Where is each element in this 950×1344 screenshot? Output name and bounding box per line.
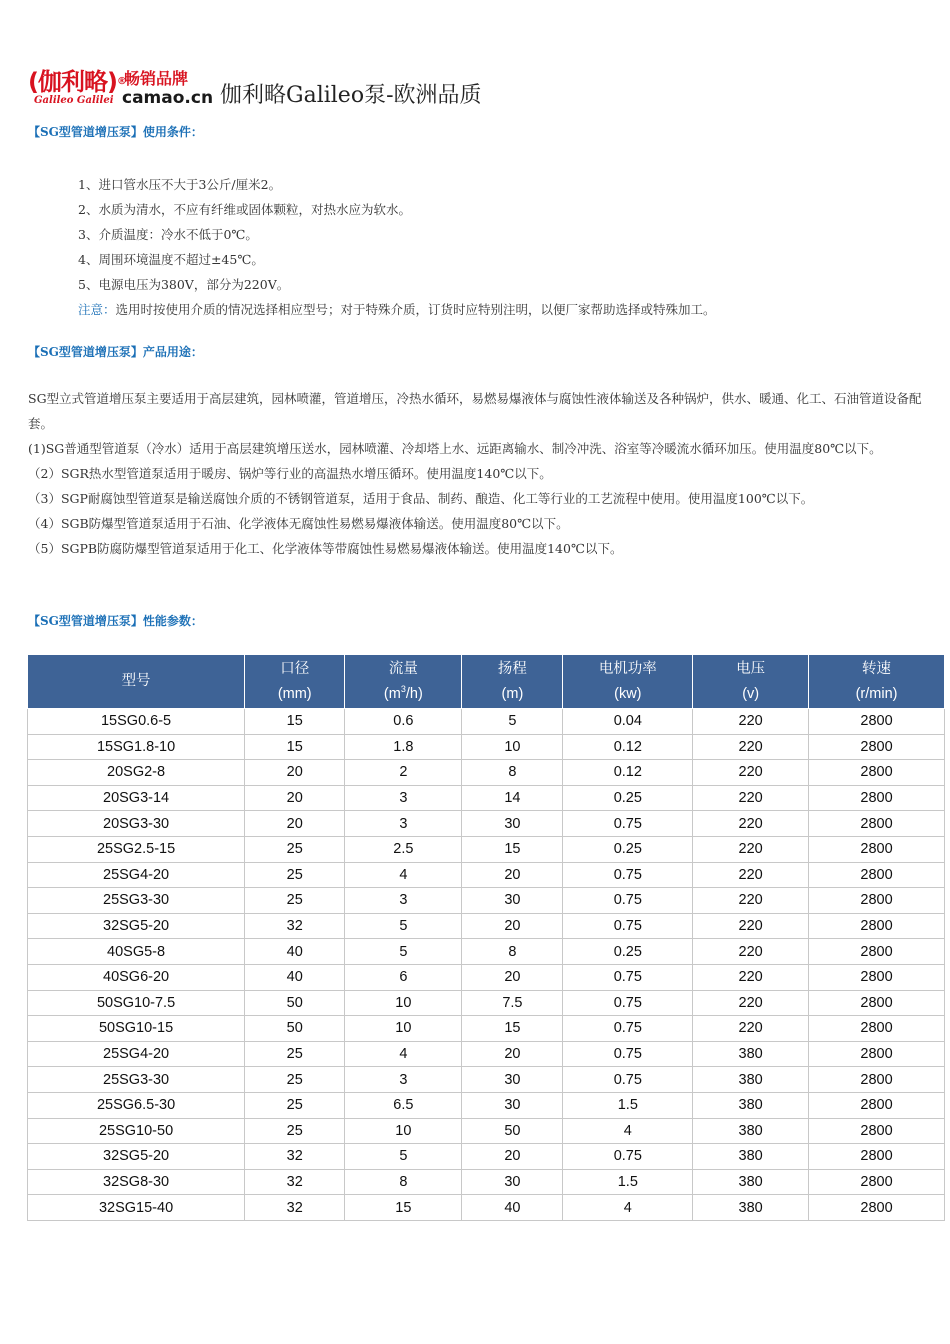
- cell-power: 1.5: [563, 1169, 693, 1195]
- logo-text: (伽利略): [28, 68, 117, 96]
- condition-note: [78, 297, 716, 322]
- cell-flow: 3: [345, 811, 462, 837]
- table-row: [28, 964, 945, 990]
- cell-head: 30: [462, 1169, 563, 1195]
- cell-diameter: 15: [245, 709, 345, 735]
- unit-superscript: 3: [400, 683, 406, 694]
- cell-voltage: 220: [693, 888, 809, 914]
- cell-head: 40: [462, 1195, 563, 1221]
- cell-voltage: 220: [693, 990, 809, 1016]
- conditions-heading: 【SG型管道增压泵】使用条件：: [28, 125, 203, 139]
- unit-part: (m: [383, 685, 401, 702]
- cell-flow: 4: [345, 862, 462, 888]
- cell-flow: 5: [345, 1144, 462, 1170]
- cell-voltage: 380: [693, 1067, 809, 1093]
- usage-body: [28, 386, 938, 561]
- col-label: 型号: [121, 673, 151, 689]
- col-unit: (v): [742, 685, 760, 702]
- cell-speed: 2800: [809, 1118, 945, 1144]
- cell-power: 0.75: [563, 1016, 693, 1042]
- usage-paragraph: （4）SGB防爆型管道泵适用于石油、化学液体无腐蚀性易燃易爆液体输送。使用温度80℃以下。: [28, 516, 569, 531]
- cell-model: 32SG15-40: [28, 1195, 245, 1221]
- cell-diameter: 50: [245, 990, 345, 1016]
- cell-diameter: 25: [245, 1118, 345, 1144]
- cell-model: 50SG10-7.5: [28, 990, 245, 1016]
- cell-speed: 2800: [809, 939, 945, 965]
- cell-diameter: 32: [245, 1144, 345, 1170]
- cell-head: 20: [462, 1144, 563, 1170]
- cell-diameter: 20: [245, 811, 345, 837]
- cell-model: 40SG5-8: [28, 939, 245, 965]
- col-label: 电机功率: [598, 660, 657, 677]
- cell-head: 14: [462, 785, 563, 811]
- cell-flow: 6.5: [345, 1092, 462, 1118]
- unit-part: /h): [405, 685, 423, 702]
- cell-speed: 2800: [809, 709, 945, 735]
- col-unit: (r/min): [855, 685, 898, 702]
- cell-voltage: 380: [693, 1118, 809, 1144]
- condition-item: 4、周围环境温度不超过±45℃。: [78, 252, 264, 267]
- cell-diameter: 15: [245, 734, 345, 760]
- cell-model: 32SG8-30: [28, 1169, 245, 1195]
- table-row: [28, 811, 945, 837]
- cell-head: 20: [462, 862, 563, 888]
- cell-power: 0.75: [563, 990, 693, 1016]
- cell-flow: 15: [345, 1195, 462, 1221]
- col-unit: [383, 683, 423, 702]
- cell-speed: 2800: [809, 913, 945, 939]
- col-unit: (mm): [277, 685, 312, 702]
- cell-head: 8: [462, 939, 563, 965]
- params-heading: 【SG型管道增压泵】性能参数：: [28, 614, 203, 628]
- cell-speed: 2800: [809, 1169, 945, 1195]
- cell-speed: 2800: [809, 964, 945, 990]
- cell-speed: 2800: [809, 888, 945, 914]
- table-row: [28, 1041, 945, 1067]
- cell-voltage: 220: [693, 836, 809, 862]
- condition-item: 1、进口管水压不大于3公斤/厘米2。: [78, 177, 282, 192]
- logo-subtitle: Galileo Galilei: [34, 95, 114, 106]
- cell-diameter: 25: [245, 1041, 345, 1067]
- cell-head: 20: [462, 1041, 563, 1067]
- cell-voltage: 380: [693, 1144, 809, 1170]
- cell-model: 20SG3-30: [28, 811, 245, 837]
- cell-power: 0.75: [563, 1144, 693, 1170]
- cell-power: 0.12: [563, 760, 693, 786]
- condition-item: 3、介质温度：冷水不低于0℃。: [78, 227, 258, 242]
- cell-power: 0.75: [563, 964, 693, 990]
- cell-speed: 2800: [809, 1016, 945, 1042]
- col-header-speed: [809, 655, 945, 709]
- cell-flow: 2.5: [345, 836, 462, 862]
- usage-paragraph: （2）SGR热水型管道泵适用于暖房、锅炉等行业的高温热水增压循环。使用温度140℃以下。: [28, 466, 552, 481]
- col-header-diameter: [245, 655, 345, 709]
- cell-model: 15SG0.6-5: [28, 709, 245, 735]
- table-row: [28, 913, 945, 939]
- cell-power: 4: [563, 1195, 693, 1221]
- cell-flow: 3: [345, 888, 462, 914]
- cell-head: 20: [462, 964, 563, 990]
- cell-speed: 2800: [809, 862, 945, 888]
- cell-power: 1.5: [563, 1092, 693, 1118]
- col-header-head: [462, 655, 563, 709]
- table-row: [28, 836, 945, 862]
- cell-flow: 8: [345, 1169, 462, 1195]
- col-label: 口径: [280, 660, 310, 677]
- note-label: 注意：: [78, 302, 116, 317]
- cell-flow: 3: [345, 1067, 462, 1093]
- cell-head: 8: [462, 760, 563, 786]
- table-row: [28, 760, 945, 786]
- cell-speed: 2800: [809, 1041, 945, 1067]
- cell-model: 25SG2.5-15: [28, 836, 245, 862]
- cell-diameter: 25: [245, 1067, 345, 1093]
- cell-model: 25SG4-20: [28, 862, 245, 888]
- cell-diameter: 25: [245, 862, 345, 888]
- cell-voltage: 220: [693, 1016, 809, 1042]
- cell-head: 10: [462, 734, 563, 760]
- cell-diameter: 40: [245, 964, 345, 990]
- cell-voltage: 380: [693, 1041, 809, 1067]
- cell-speed: 2800: [809, 1144, 945, 1170]
- cell-power: 4: [563, 1118, 693, 1144]
- col-label: 扬程: [497, 660, 527, 677]
- params-table: [27, 654, 945, 1221]
- cell-flow: 4: [345, 1041, 462, 1067]
- table-header-row: [28, 655, 945, 709]
- table-row: [28, 1067, 945, 1093]
- cell-model: 50SG10-15: [28, 1016, 245, 1042]
- cell-diameter: 32: [245, 1169, 345, 1195]
- cell-diameter: 25: [245, 836, 345, 862]
- cell-voltage: 380: [693, 1195, 809, 1221]
- cell-voltage: 220: [693, 939, 809, 965]
- cell-head: 30: [462, 1067, 563, 1093]
- cell-speed: 2800: [809, 1067, 945, 1093]
- cell-model: 15SG1.8-10: [28, 734, 245, 760]
- cell-head: 15: [462, 1016, 563, 1042]
- note-text: 选用时按使用介质的情况选择相应型号；对于特殊介质，订货时应特别注明，以便厂家帮助选择或特殊加工。: [115, 302, 716, 317]
- col-header-model: [28, 655, 245, 709]
- col-label: 电压: [736, 660, 766, 677]
- cell-diameter: 40: [245, 939, 345, 965]
- brand-slogan: 畅销品牌: [124, 69, 189, 88]
- cell-voltage: 380: [693, 1092, 809, 1118]
- cell-head: 5: [462, 709, 563, 735]
- cell-power: 0.75: [563, 862, 693, 888]
- conditions-list: [78, 172, 716, 322]
- cell-diameter: 32: [245, 1195, 345, 1221]
- table-row: [28, 862, 945, 888]
- cell-power: 0.75: [563, 1067, 693, 1093]
- registered-mark: ®: [116, 76, 126, 87]
- cell-model: 25SG4-20: [28, 1041, 245, 1067]
- cell-diameter: 25: [245, 888, 345, 914]
- cell-power: 0.75: [563, 913, 693, 939]
- table-row: [28, 1195, 945, 1221]
- cell-flow: 1.8: [345, 734, 462, 760]
- cell-head: 20: [462, 913, 563, 939]
- cell-flow: 6: [345, 964, 462, 990]
- cell-model: 25SG10-50: [28, 1118, 245, 1144]
- condition-item: 2、水质为清水，不应有纤维或固体颗粒，对热水应为软水。: [78, 202, 411, 217]
- table-row: [28, 939, 945, 965]
- cell-voltage: 220: [693, 709, 809, 735]
- cell-power: 0.75: [563, 888, 693, 914]
- cell-head: 30: [462, 1092, 563, 1118]
- cell-flow: 5: [345, 913, 462, 939]
- cell-head: 30: [462, 811, 563, 837]
- table-row: [28, 888, 945, 914]
- page-title: 伽利略Galileo泵-欧洲品质: [220, 83, 482, 108]
- cell-flow: 10: [345, 1118, 462, 1144]
- col-header-voltage: [693, 655, 809, 709]
- brand-url: camao.cn: [122, 88, 214, 108]
- cell-diameter: 20: [245, 760, 345, 786]
- cell-power: 0.75: [563, 1041, 693, 1067]
- cell-head: 15: [462, 836, 563, 862]
- cell-flow: 0.6: [345, 709, 462, 735]
- cell-speed: 2800: [809, 990, 945, 1016]
- cell-flow: 10: [345, 990, 462, 1016]
- cell-speed: 2800: [809, 760, 945, 786]
- cell-head: 7.5: [462, 990, 563, 1016]
- cell-model: 20SG2-8: [28, 760, 245, 786]
- col-label: 流量: [388, 660, 418, 677]
- cell-flow: 3: [345, 785, 462, 811]
- cell-head: 50: [462, 1118, 563, 1144]
- usage-paragraph: （5）SGPB防腐防爆型管道泵适用于化工、化学液体等带腐蚀性易燃易爆液体输送。使用温度140℃以下。: [28, 541, 623, 556]
- cell-power: 0.04: [563, 709, 693, 735]
- cell-speed: 2800: [809, 836, 945, 862]
- cell-speed: 2800: [809, 811, 945, 837]
- usage-paragraph: (1)SG普通型管道泵（冷水）适用于高层建筑增压送水，园林喷灌、冷却塔上水、远距离输水、制冷冲洗、浴室等冷暖流水循环加压。使用温度80℃以下。: [28, 441, 882, 456]
- cell-power: 0.25: [563, 939, 693, 965]
- condition-item: 5、电源电压为380V，部分为220V。: [78, 277, 290, 292]
- cell-speed: 2800: [809, 785, 945, 811]
- cell-voltage: 380: [693, 1169, 809, 1195]
- cell-head: 30: [462, 888, 563, 914]
- cell-model: 32SG5-20: [28, 1144, 245, 1170]
- cell-speed: 2800: [809, 1195, 945, 1221]
- cell-voltage: 220: [693, 964, 809, 990]
- col-label: 转速: [862, 660, 892, 677]
- table-row: [28, 990, 945, 1016]
- table-row: [28, 1092, 945, 1118]
- brand-header: [28, 68, 628, 110]
- cell-model: 32SG5-20: [28, 913, 245, 939]
- cell-voltage: 220: [693, 734, 809, 760]
- cell-flow: 5: [345, 939, 462, 965]
- cell-voltage: 220: [693, 785, 809, 811]
- cell-model: 20SG3-14: [28, 785, 245, 811]
- cell-power: 0.75: [563, 811, 693, 837]
- cell-power: 0.12: [563, 734, 693, 760]
- usage-paragraph: SG型立式管道增压泵主要适用于高层建筑，园林喷灌，管道增压，冷热水循环，易燃易爆液体与腐蚀性液体输送及各种锅炉，供水、暖通、化工、石油管道设备配套。: [28, 391, 922, 431]
- cell-diameter: 20: [245, 785, 345, 811]
- cell-voltage: 220: [693, 760, 809, 786]
- cell-flow: 2: [345, 760, 462, 786]
- cell-power: 0.25: [563, 785, 693, 811]
- table-row: [28, 1169, 945, 1195]
- cell-diameter: 32: [245, 913, 345, 939]
- cell-diameter: 25: [245, 1092, 345, 1118]
- col-header-power: [563, 655, 693, 709]
- cell-voltage: 220: [693, 811, 809, 837]
- cell-speed: 2800: [809, 734, 945, 760]
- cell-diameter: 50: [245, 1016, 345, 1042]
- cell-flow: 10: [345, 1016, 462, 1042]
- usage-paragraph: （3）SGP耐腐蚀型管道泵是输送腐蚀介质的不锈钢管道泵，适用于食品、制药、酿造、化工等行业的工艺流程中使用。使用温度100℃以下。: [28, 491, 814, 506]
- table-row: [28, 1016, 945, 1042]
- col-unit: (m): [501, 685, 524, 702]
- brand-logo: [28, 68, 126, 96]
- table-row: [28, 785, 945, 811]
- table-row: [28, 1118, 945, 1144]
- cell-model: 25SG3-30: [28, 888, 245, 914]
- table-row: [28, 734, 945, 760]
- cell-speed: 2800: [809, 1092, 945, 1118]
- col-header-flow: [345, 655, 462, 709]
- table-row: [28, 709, 945, 735]
- cell-model: 40SG6-20: [28, 964, 245, 990]
- col-unit: (kw): [614, 685, 642, 702]
- cell-model: 25SG3-30: [28, 1067, 245, 1093]
- usage-heading: 【SG型管道增压泵】产品用途：: [28, 345, 203, 359]
- cell-power: 0.25: [563, 836, 693, 862]
- table-row: [28, 1144, 945, 1170]
- params-table-body: [28, 709, 945, 1221]
- cell-voltage: 220: [693, 913, 809, 939]
- cell-model: 25SG6.5-30: [28, 1092, 245, 1118]
- cell-voltage: 220: [693, 862, 809, 888]
